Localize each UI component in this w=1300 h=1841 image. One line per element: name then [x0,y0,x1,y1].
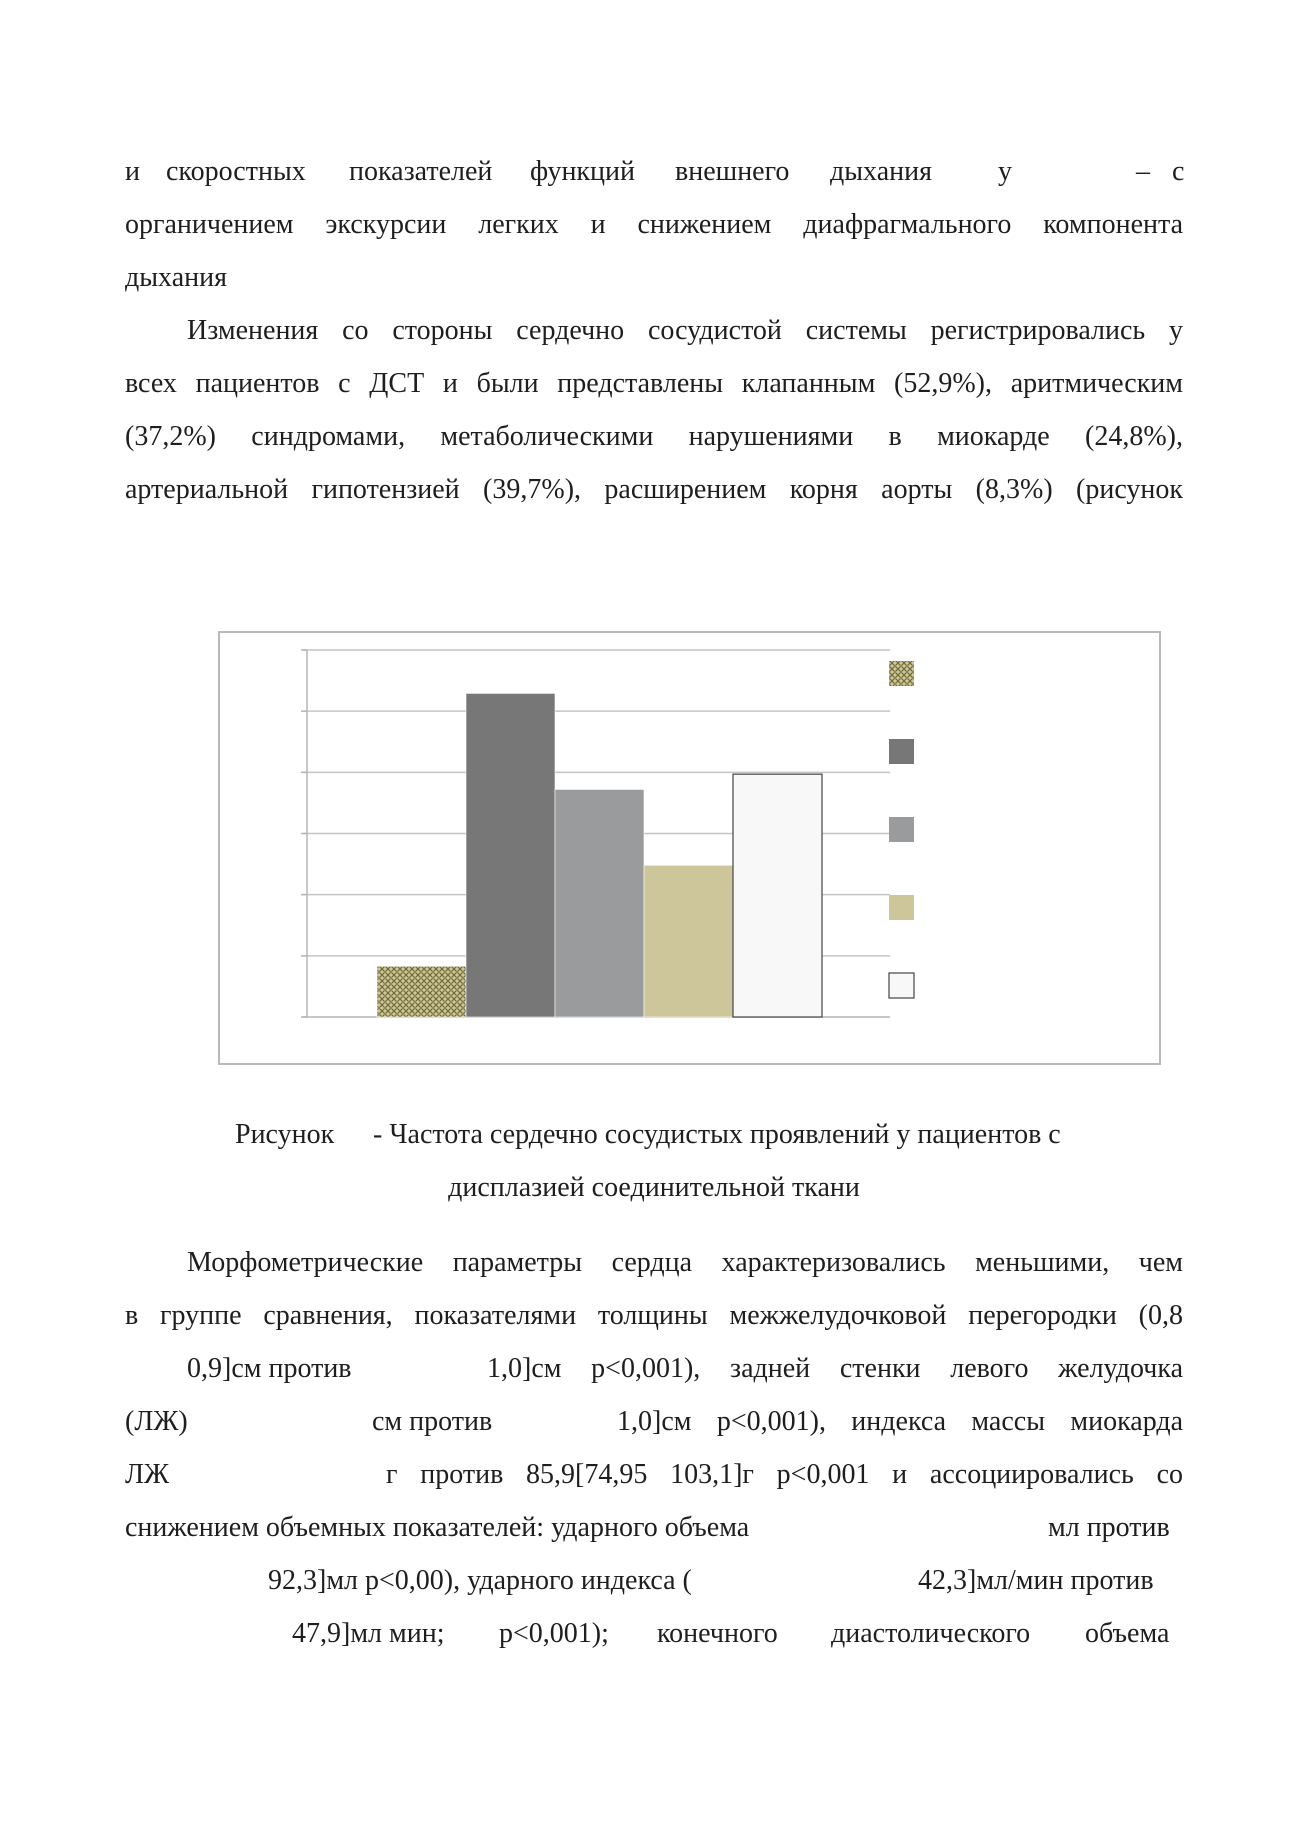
chart-frame [218,631,1161,1065]
legend-swatch [889,973,914,998]
text-fragment: 92,3]мл p<0,00), ударного индекса ( [268,1565,692,1596]
legend-swatch [889,817,914,842]
text-fragment: у [998,156,1012,187]
paragraph-1-line-3: дыхания [125,262,227,293]
paragraph-3-line-6 [125,1508,1183,1548]
text-fragment: (ЛЖ) [125,1406,188,1437]
paragraph-3-line-7 [125,1561,1183,1601]
paragraph-3-line-5 [125,1455,1183,1495]
paragraph-1-line-1 [125,152,1183,192]
paragraph-1-line-2: органичением экскурсии легких и снижением диафрагмального компонента [125,209,1183,240]
text-fragment: 1,0]см p<0,001), задней стенки левого желудочка [487,1353,1183,1384]
chart-bar [555,789,644,1017]
paragraph-3-line-1: Морфометрические параметры сердца характеризовались меньшими, чем [187,1247,1183,1278]
text-fragment: г против 85,9[74,95 103,1]г p<0,001 и ассоциировались со [386,1459,1183,1490]
chart-bars [377,693,822,1017]
text-fragment: внешнего [675,156,790,187]
legend-swatch [889,661,914,686]
text-fragment: см против [372,1406,493,1437]
chart-bar [644,865,733,1017]
text-fragment: 47,9]мл мин; [292,1618,445,1649]
paragraph-3-line-4 [125,1402,1183,1442]
text-fragment: объема [1085,1618,1170,1649]
chart-legend [889,661,914,998]
text-fragment: 0,9]см против [187,1353,352,1384]
paragraph-3-line-8 [125,1614,1183,1654]
paragraph-3-line-3 [125,1349,1183,1389]
chart-bar [733,774,822,1017]
paragraph-3-line-2: в группе сравнения, показателями толщины межжелудочковой перегородки (0,8 [125,1300,1183,1331]
text-fragment: конечного [657,1618,778,1649]
paragraph-2-line-4: артериальной гипотензией (39,7%), расширением корня аорты (8,3%) (рисунок [125,474,1183,505]
text-fragment: p<0,001); [499,1618,609,1649]
text-fragment: – [1136,156,1150,187]
text-fragment: и [125,156,140,187]
text-fragment: показателей [349,156,493,187]
legend-swatch [889,739,914,764]
paragraph-2-line-3: (37,2%) синдромами, метаболическими нарушениями в миокарде (24,8%), [125,421,1183,452]
text-fragment: 42,3]мл/мин против [918,1565,1154,1596]
figure-caption-line-1 [125,1115,1183,1155]
figure-caption-line-2: дисплазией соединительной ткани [448,1172,860,1203]
text-fragment: дыхания [830,156,932,187]
chart-bar [377,966,466,1017]
paragraph-2-line-1: Изменения со стороны сердечно сосудистой системы регистрировались у [187,315,1183,346]
text-fragment: мл против [1048,1512,1170,1543]
text-fragment: скоростных [166,156,306,187]
caption-label: Рисунок [235,1119,335,1150]
text-fragment: функций [530,156,635,187]
bar-chart [220,633,1159,1063]
chart-bar [466,693,555,1017]
paragraph-2-line-2: всех пациентов с ДСТ и были представлены клапанным (52,9%), аритмическим [125,368,1183,399]
text-fragment: диастолического [831,1618,1031,1649]
text-fragment: снижением объемных показателей: ударного объема [125,1512,750,1543]
text-fragment: 1,0]см p<0,001), индекса массы миокарда [617,1406,1183,1437]
caption-text: - Частота сердечно сосудистых проявлений у пациентов с [373,1119,1061,1150]
text-fragment: ЛЖ [125,1459,170,1490]
text-fragment: с [1172,156,1185,187]
legend-swatch [889,895,914,920]
